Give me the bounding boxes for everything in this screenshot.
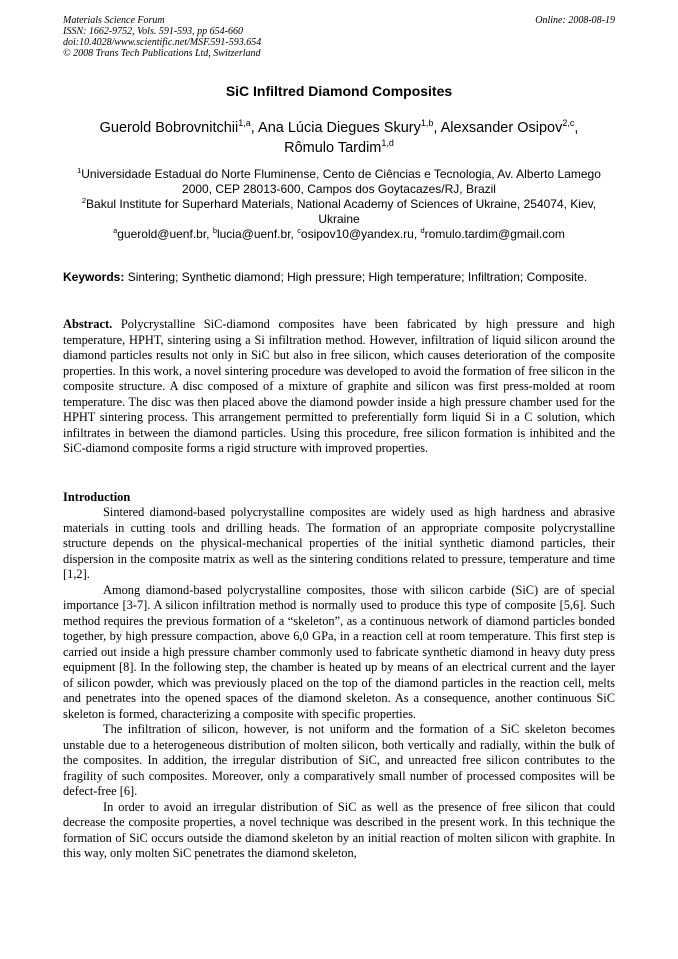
introduction-body xyxy=(63,505,615,862)
author-1: Guerold Bobrovnitchii$^{1,a}$, xyxy=(99,118,259,136)
author-3: Alexsander Osipov$^{2,c}$, xyxy=(440,118,579,136)
online-date: Online: 2008-08-19 xyxy=(535,15,615,26)
keywords-label: Keywords: xyxy=(63,270,125,284)
paper-title: SiC Infiltred Diamond Composites xyxy=(225,83,453,99)
affiliations xyxy=(63,167,615,242)
doi-line: doi:10.4028/www.scientific.net/MSF.591-593.654 xyxy=(63,37,262,48)
copyright-line: © 2008 Trans Tech Publications Ltd, Switzerland xyxy=(63,48,261,59)
paragraph: Among diamond-based polycrystalline composites, those with silicon carbide (SiC) are of special importance [3-7]. A silicon infiltration method is normally used to produce this type of composite [5,6]. Such method requires the previous formation of a “skeleton”, as a continuous network of diamond particles bonded together, by high pressure compaction, above 6,0 GPa, in a reaction cell at room temperature. This first step is carried out inside a high pressure chamber commonly used to fabricate synthetic diamond in heavy duty press equipment [8]. In the following step, the chamber is heated up by means of an electrical current and the layer of silicon powder, which was previously placed on the top of the diamond particles in the reaction cell, melts and penetrates into the opened spaces of the diamond skeleton. As a consequence, another continuous SiC skeleton is formed, characterizing a composite with specific properties. xyxy=(63,582,615,721)
paragraph: Sintered diamond-based polycrystalline composites are widely used as high hardness and abrasive materials in cutting tools and drilling heads. The formation of an appropriate composite polycrystalline structure depends on the physical-mechanical properties of the initial synthetic diamond particles, their dispersion in the composite matrix as well as the sintering conditions related to pressure, temperature and time [1,2]. xyxy=(63,505,615,581)
author-list xyxy=(63,118,615,158)
affiliation-2: $^2$Bakul Institute for Superhard Materials, National Academy of Sciences of Ukraine, 254074, Kiev, Ukraine xyxy=(81,196,597,226)
keywords-text: Sintering; Synthetic diamond; High pressure; High temperature; Infiltration; Composite. xyxy=(127,270,588,284)
author-2: Ana Lúcia Diegues Skury$^{1,b}$, xyxy=(258,118,441,136)
journal-name: Materials Science Forum xyxy=(63,15,165,26)
abstract xyxy=(63,317,615,457)
abstract-label: Abstract. xyxy=(63,317,113,331)
section-heading-introduction: Introduction xyxy=(63,490,131,504)
affiliation-1: $^1$Universidade Estadual do Norte Fluminense, Cento de Ciências e Tecnologia, Av. Alberto Lamego 2000, CEP 28013-600, Campos dos Goytacazes/RJ, Brazil xyxy=(77,166,601,196)
paragraph: The infiltration of silicon, however, is not uniform and the formation of a SiC skeleton becomes unstable due to a heterogeneous distribution of molten silicon, both vertically and radially, within the bulk of the composites. In addition, the irregular distribution of SiC, and unreacted free silicon contributes to the fragility of such composites. Moreover, only a comparatively small number of processed composites will be defect-free [6]. xyxy=(63,722,615,798)
paragraph: In order to avoid an irregular distribution of SiC as well as the presence of free silicon that could decrease the composite properties, a novel technique was described in the present work. In this technique the formation of SiC occurs outside the diamond skeleton by an initial reaction of molten silicon with graphite. In this way, only molten SiC penetrates the diamond skeleton, xyxy=(63,799,615,860)
author-emails: $^a$guerold@uenf.br, $^b$lucia@uenf.br, $^c$osipov10@yandex.ru, $^d$romulo.tardim@gmail.com xyxy=(113,226,565,241)
abstract-text: Polycrystalline SiC-diamond composites have been fabricated by high pressure and high temperature, HPHT, sintering using a Si infiltration method. However, infiltration of liquid silicon around the diamond particles results not only in SiC but also in free silicon, which causes deterioration of the composite properties. In this work, a novel sintering procedure was developed to avoid the formation of free silicon in the composite structure. A disc composed of a mixture of graphite and silicon was first press-molded at room temperature. The disc was then placed above the diamond powder inside a high pressure chamber used for the HPHT sintering process. This arrangement permitted to preferentially form liquid Si in a C solution, which infiltrates in between the diamond particles. Using this procedure, free silicon formation is inhibited and the SiC-diamond composite forms a rigid structure with improved properties. xyxy=(63,317,615,455)
keywords xyxy=(63,270,615,285)
journal-header xyxy=(63,15,615,59)
author-4: Rômulo Tardim$^{1,d}$ xyxy=(284,138,394,156)
issn-line: ISSN: 1662-9752, Vols. 591-593, pp 654-660 xyxy=(63,26,243,37)
